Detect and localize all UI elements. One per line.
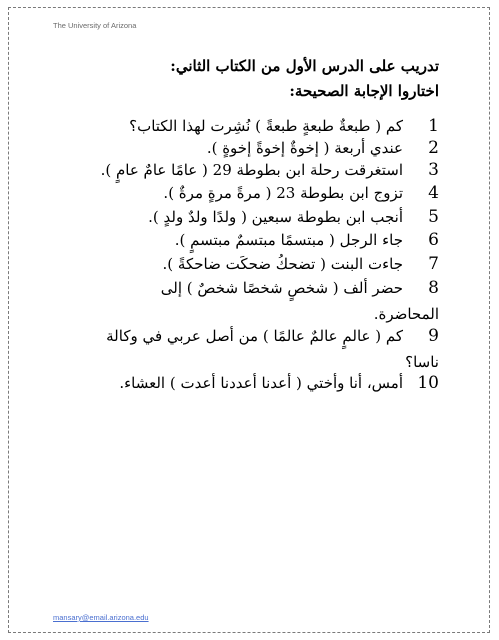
footer-email-link[interactable]: mansary@email.arizona.edu: [53, 613, 149, 622]
question-item: [64, 207, 439, 227]
question-item: [64, 373, 439, 393]
question-number: 3: [428, 160, 439, 180]
question-text-continuation: المحاضرة.: [373, 305, 439, 323]
question-number: 2: [428, 138, 439, 158]
question-number: 9: [428, 326, 439, 346]
question-text: تزوج ابن بطوطة 23 ( مرةً مرةٍ مرةٌ ).: [163, 184, 403, 202]
question-item: [64, 160, 439, 180]
question-text: أنجب ابن بطوطة سبعين ( ولدًا ولدٌ ولدٍ ).: [148, 208, 403, 226]
header-university: The University of Arizona: [53, 21, 137, 30]
question-number: 1: [428, 116, 439, 136]
question-item: [64, 326, 439, 372]
question-text: أمس، أنا وأختي ( أعدنا أعددنا أعدت ) العشاء.: [119, 374, 403, 392]
exercise-instruction: اختاروا الإجابة الصحيحة:: [289, 82, 439, 100]
question-text: استغرقت رحلة ابن بطوطة 29 ( عامًا عامٌ عامٍ ).: [100, 161, 403, 179]
exercise-title: تدريب على الدرس الأول من الكتاب الثاني:: [170, 57, 439, 75]
question-number: 8: [428, 278, 439, 298]
question-number: 4: [428, 183, 439, 203]
question-number: 5: [428, 207, 439, 227]
question-item: [64, 254, 439, 274]
question-text: جاءت البنت ( تضحكُ ضحكَت ضاحكةً ).: [162, 255, 403, 273]
question-item: [64, 183, 439, 203]
question-number: 7: [428, 254, 439, 274]
question-text: جاء الرجل ( مبتسمًا مبتسمٌ مبتسمٍ ).: [174, 231, 403, 249]
question-text: حضر ألف ( شخصٍ شخصًا شخصٌ ) إلى: [160, 279, 403, 297]
question-item: [64, 278, 439, 324]
question-text: كم ( طبعةٌ طبعةٍ طبعةً ) نُشِرت لهذا الكتاب؟: [129, 117, 403, 135]
question-text-continuation: ناسا؟: [405, 353, 439, 371]
question-text: عندي أربعة ( إخوةٌ إخوةً إخوةٍ ).: [206, 139, 403, 157]
question-item: [64, 138, 439, 158]
question-number: 10: [417, 373, 439, 393]
question-item: [64, 116, 439, 136]
question-text: كم ( عالمٍ عالمٌ عالمًا ) من أصل عربي في وكالة: [106, 327, 403, 345]
question-number: 6: [428, 230, 439, 250]
question-item: [64, 230, 439, 250]
